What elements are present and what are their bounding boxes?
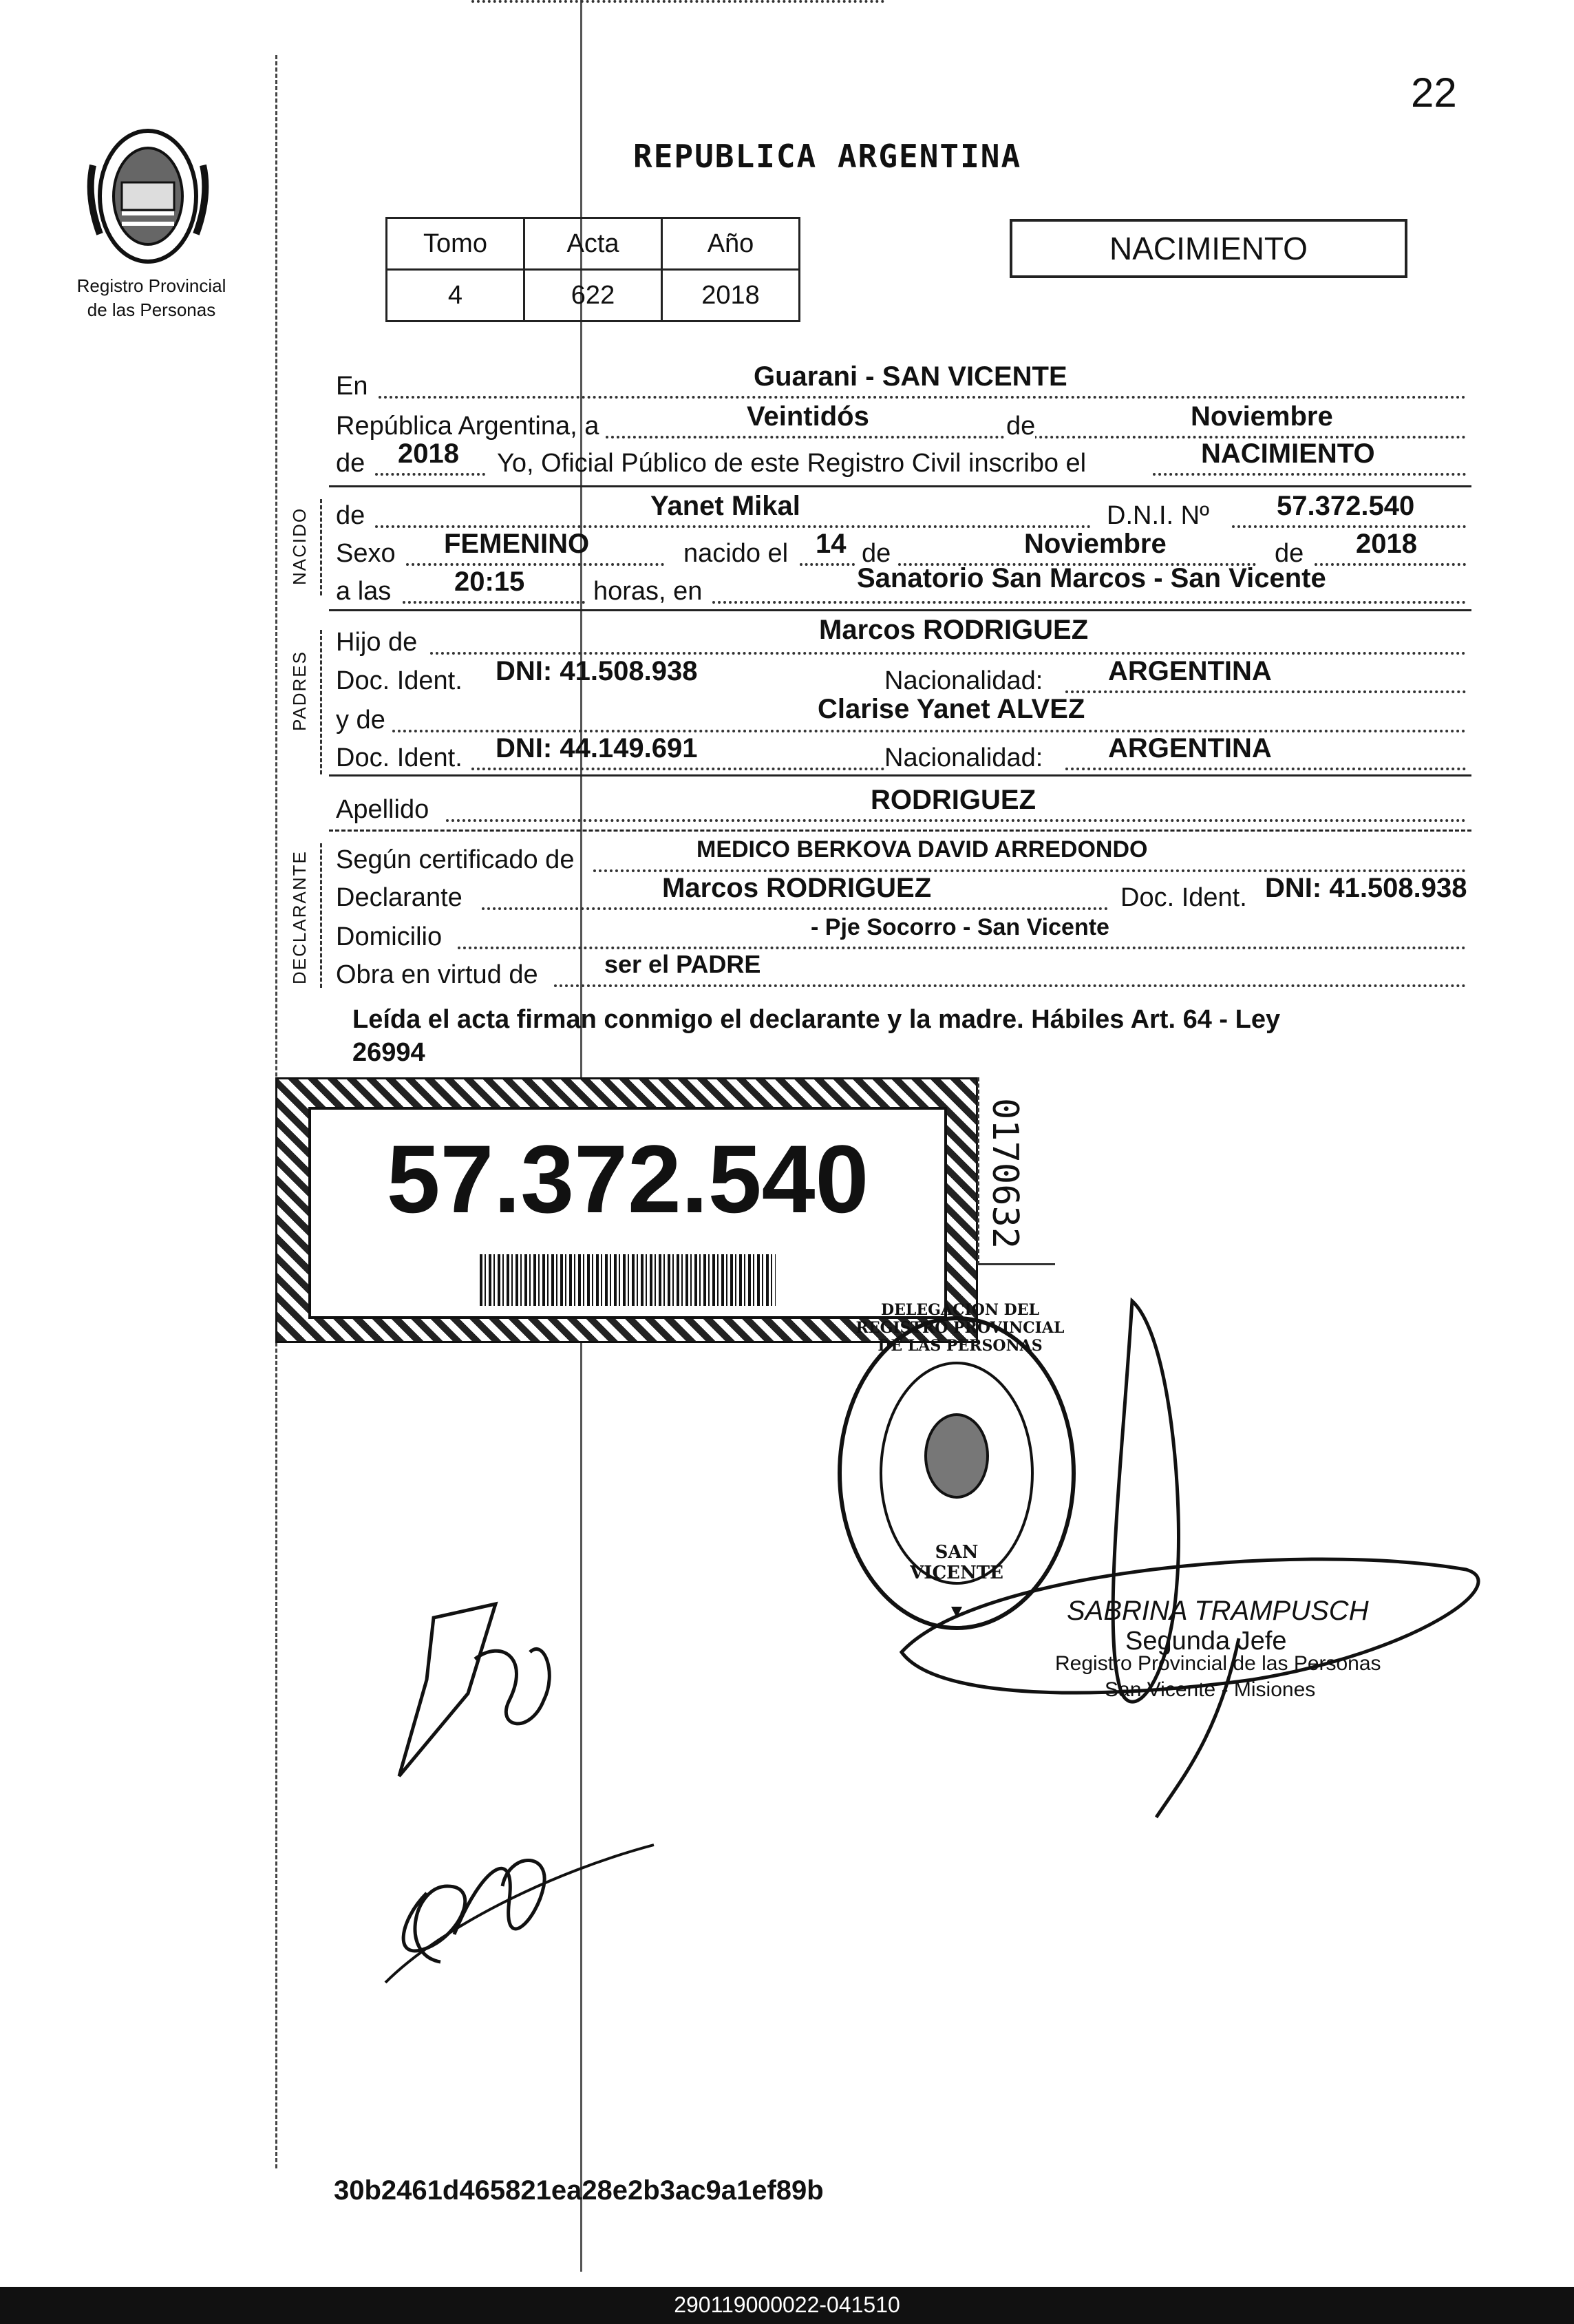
nac-de2-label: de [1275,539,1304,568]
madre-dots [392,730,1466,732]
nac-dia-value: 14 [816,529,847,559]
official-place: San Vicente - Misiones [1105,1678,1316,1701]
padre-doc-value: DNI: 41.508.938 [496,656,698,686]
side-bar-declarante [320,843,322,988]
separator-1 [329,485,1471,487]
padre-nac-label: Nacionalidad: [884,666,1043,695]
nac-de-label: de [862,539,891,568]
madre-nac-dots [1065,768,1466,770]
declarante-value: Marcos RODRIGUEZ [662,873,932,903]
apellido-value: RODRIGUEZ [871,785,1036,815]
de-label: de [1006,412,1036,441]
side-bar-padres [320,630,322,774]
sticker-number: 57.372.540 [386,1125,869,1233]
lugar-value: Guarani - SAN VICENTE [754,361,1067,392]
de2-label: de [336,449,365,478]
official-signature [895,1294,1514,1831]
declarant-signature [372,1597,592,1783]
sexo-dots [406,563,664,566]
oficial-text: Yo, Oficial Público de este Registro Civil inscribo el [497,449,1087,478]
domicilio-label: Domicilio [336,922,443,951]
sexo-label: Sexo [336,539,396,568]
closing-line-2: 26994 [352,1038,425,1067]
nac-anio-dots [1315,563,1466,566]
hora-dots [403,601,585,604]
dni-label: D.N.I. Nº [1107,501,1209,530]
dni-dots [1232,525,1466,528]
padre-doc-label: Doc. Ident. [336,666,462,695]
nombre-value: Yanet Mikal [650,491,800,521]
madre-nac-label: Nacionalidad: [884,743,1043,772]
declarante-dots [482,907,1108,910]
page-number: 22 [1411,70,1457,116]
apellido-label: Apellido [336,795,429,824]
agency-name-line2: de las Personas [87,299,216,320]
padre-value: Marcos RODRIGUEZ [819,615,1089,645]
madre-nac-value: ARGENTINA [1108,733,1272,763]
mes-value: Noviembre [1191,401,1333,432]
sexo-value: FEMENINO [444,529,590,559]
side-bar-nacido [320,499,322,595]
document-hash: 30b2461d465821ea28e2b3ac9a1ef89b [334,2175,824,2206]
hora-value: 20:15 [454,567,525,597]
sticker-barcode [480,1254,776,1306]
sticker-serial: 0170632 [984,1098,1025,1249]
en-label: En [336,372,368,401]
tipo-value: NACIMIENTO [1201,439,1375,469]
yde-label: y de [336,706,385,735]
padre-nac-dots [1065,690,1466,693]
separator-2 [329,609,1471,611]
certificado-label: Según certificado de [336,845,575,874]
anio-value: 2018 [662,270,800,321]
hijo-label: Hijo de [336,628,418,657]
horas-label: horas, en [593,577,703,606]
seal-inner-text: SAN VICENTE [910,1542,1003,1583]
en-dots [379,396,1466,399]
separator-3 [329,774,1471,777]
madre-doc-label: Doc. Ident. [336,743,462,772]
certificado-value: MEDICO BERKOVA DAVID ARREDONDO [696,836,1148,863]
domicilio-value: - Pje Socorro - San Vicente [811,914,1109,940]
alas-label: a las [336,577,392,606]
left-margin-line [275,55,277,1225]
republica-label: República Argentina, a [336,412,599,441]
sticker-inner-panel [308,1107,947,1319]
certificado-dots [593,869,1466,872]
de3-label: de [336,501,365,530]
official-name: SABRINA TRAMPUSCH [1067,1596,1369,1626]
obra-label: Obra en virtud de [336,960,538,989]
lugar-nac-value: Sanatorio San Marcos - San Vicente [857,563,1326,593]
obra-value: ser el PADRE [604,950,761,978]
sticker-serial-bracket [977,1077,1055,1265]
side-label-nacido: NACIDO [289,507,310,585]
declarante-doc-value: DNI: 41.508.938 [1265,873,1467,903]
nac-dia-dots [800,563,855,566]
agency-name-line1: Registro Provincial [76,275,226,296]
nombre-dots [375,525,1091,528]
nac-anio-value: 2018 [1356,529,1417,559]
footer-bar [0,2287,1574,2324]
acta-value: 622 [524,270,662,321]
declarante-label: Declarante [336,883,462,912]
province-logo [79,117,217,275]
tomo-value: 4 [387,270,524,321]
nacido-label: nacido el [683,539,789,568]
anio-dots [375,473,485,476]
col-tomo-header: Tomo [387,218,524,270]
madre-doc-dots [471,768,884,770]
act-type-label: NACIMIENTO [1109,231,1308,266]
official-office: Registro Provincial de las Personas [1055,1652,1381,1675]
padre-doc-dots [471,0,884,3]
left-margin-line-lower [275,1342,277,2168]
footer-code: 290119000022-041510 [674,2292,900,2317]
official-role: Segunda Jefe [1125,1627,1287,1656]
side-label-padres: PADRES [289,651,310,731]
apellido-dots [446,819,1466,822]
col-acta-header: Acta [524,218,662,270]
seal-ring-text: DELEGACION DEL REGISTRO PROVINCIAL DE LAS PERSONAS [855,1301,1065,1355]
registry-table [385,217,800,322]
anio-acta-value: 2018 [398,439,459,469]
madre-value: Clarise Yanet ALVEZ [818,694,1085,724]
act-type-box [1010,219,1407,278]
padre-dots [430,652,1466,655]
padre-nac-value: ARGENTINA [1108,656,1272,686]
lugar-nac-dots [712,601,1466,604]
document-title: REPUBLICA ARGENTINA [633,138,1022,175]
separator-4 [329,830,1471,832]
domicilio-dots [458,947,1466,949]
mother-signature [372,1824,661,1996]
nac-mes-value: Noviembre [1024,529,1167,559]
dia-palabras-value: Veintidós [747,401,869,432]
madre-doc-value: DNI: 44.149.691 [496,733,698,763]
col-anio-header: Año [662,218,800,270]
closing-line-1: Leída el acta firman conmigo el declarante y la madre. Hábiles Art. 64 - Ley [352,1005,1281,1034]
obra-dots [554,984,1466,987]
declarante-doc-label: Doc. Ident. [1120,883,1247,912]
tipo-dots [1153,473,1466,476]
dni-value: 57.372.540 [1277,491,1415,521]
side-label-declarante: DECLARANTE [289,850,310,984]
